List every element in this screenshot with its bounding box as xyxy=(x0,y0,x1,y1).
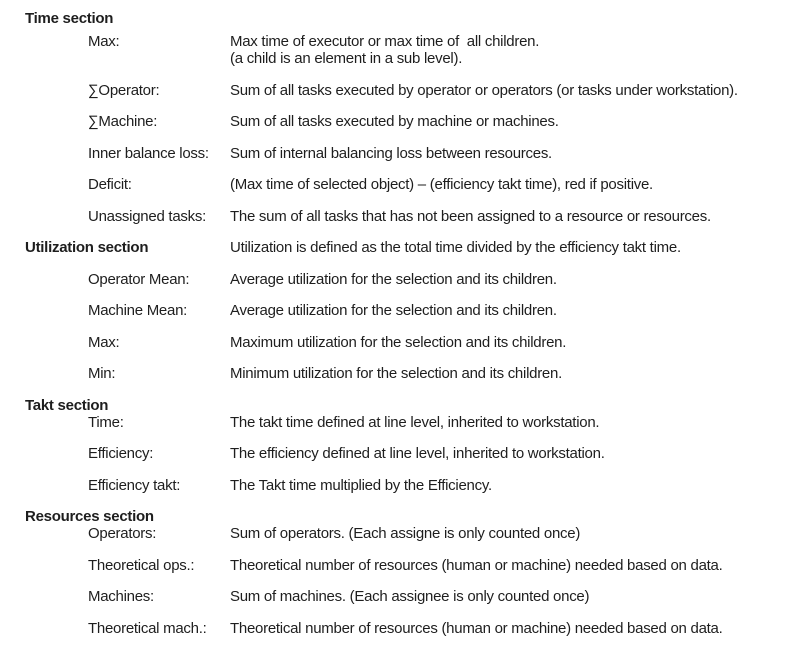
definition-row xyxy=(88,477,790,494)
definition-line: The takt time defined at line level, inherited to workstation. xyxy=(230,413,600,431)
definition-row xyxy=(88,145,790,162)
section xyxy=(25,10,790,225)
definition xyxy=(230,365,790,382)
definition-line: Maximum utilization for the selection and its children. xyxy=(230,333,567,351)
definition xyxy=(230,208,790,225)
definition xyxy=(230,271,790,288)
definition-line: The efficiency defined at line level, inherited to workstation. xyxy=(230,445,605,462)
definition-line: Theoretical number of resources (human or machine) needed based on data. xyxy=(230,619,723,637)
definition-line: (a child is an element in a sub level). xyxy=(230,50,463,67)
term-label: Max: xyxy=(88,33,120,50)
section-title: Resources section xyxy=(25,508,154,525)
definition-row xyxy=(88,334,790,351)
definition xyxy=(230,302,790,319)
section-rows xyxy=(25,414,790,494)
definition xyxy=(230,176,790,193)
term-label: Inner balance loss: xyxy=(88,144,209,162)
definition-row xyxy=(88,271,790,288)
definition-line: Average utilization for the selection and its children. xyxy=(230,302,557,319)
term-label: Operator Mean: xyxy=(88,270,190,288)
definition-row xyxy=(88,365,790,382)
definition-row xyxy=(88,414,790,431)
definition-row xyxy=(88,302,790,319)
term-label: Machines: xyxy=(88,588,154,605)
term-label: Min: xyxy=(88,365,116,382)
definition-row xyxy=(88,557,790,574)
definition xyxy=(230,113,790,130)
definition xyxy=(230,588,790,605)
section xyxy=(25,239,790,382)
definition xyxy=(230,33,790,67)
definition xyxy=(230,477,790,494)
definition-row xyxy=(88,208,790,225)
term-label: ∑Operator: xyxy=(88,81,160,99)
section-rows xyxy=(25,525,790,637)
definition-line: The sum of all tasks that has not been assigned to a resource or resources. xyxy=(230,207,711,225)
definition-row xyxy=(88,445,790,462)
section-rows xyxy=(25,33,790,225)
term-label: Efficiency takt: xyxy=(88,476,181,494)
definition-row xyxy=(88,113,790,130)
definition-line: Sum of operators. (Each assigne is only counted once) xyxy=(230,525,581,542)
section-title: Utilization section xyxy=(25,239,149,256)
definition-list xyxy=(25,10,790,637)
definition-row xyxy=(88,176,790,193)
definition-row xyxy=(88,82,790,99)
term-label: ∑Machine: xyxy=(88,113,158,130)
section-header xyxy=(25,508,790,525)
definition xyxy=(230,557,790,574)
definition-line: Sum of all tasks executed by machine or machines. xyxy=(230,113,559,130)
definition-row xyxy=(88,620,790,637)
definition-line: Minimum utilization for the selection and its children. xyxy=(230,365,562,382)
definition-row xyxy=(88,525,790,542)
definition-line: Sum of machines. (Each assignee is only counted once) xyxy=(230,588,590,605)
definition xyxy=(230,334,790,351)
definition-line: (Max time of selected object) – (efficiency takt time), red if positive. xyxy=(230,176,653,193)
definition-line: Sum of all tasks executed by operator or operators (or tasks under workstation). xyxy=(230,81,738,99)
term-label: Time: xyxy=(88,413,124,431)
section-header xyxy=(25,239,790,256)
definition xyxy=(230,82,790,99)
section-rows xyxy=(25,271,790,383)
definition-line: Sum of internal balancing loss between resources. xyxy=(230,144,552,162)
definition xyxy=(230,525,790,542)
definition-row xyxy=(88,33,790,67)
definition xyxy=(230,620,790,637)
section-header xyxy=(25,10,790,27)
term-label: Operators: xyxy=(88,525,157,542)
section-header xyxy=(25,397,790,414)
definition xyxy=(230,414,790,431)
section xyxy=(25,508,790,637)
term-label: Efficiency: xyxy=(88,445,154,462)
definition-line: Max time of executor or max time of all children. xyxy=(230,33,540,50)
definition-line: The Takt time multiplied by the Efficiency. xyxy=(230,476,492,494)
definition-line: Theoretical number of resources (human or machine) needed based on data. xyxy=(230,556,723,574)
term-label: Theoretical mach.: xyxy=(88,619,207,637)
section-title: Takt section xyxy=(25,396,109,414)
section xyxy=(25,397,790,494)
definition xyxy=(230,445,790,462)
definition-row xyxy=(88,588,790,605)
term-label: Max: xyxy=(88,333,120,351)
section-title: Time section xyxy=(25,10,114,27)
definition-line: Average utilization for the selection and its children. xyxy=(230,270,557,288)
term-label: Deficit: xyxy=(88,176,132,193)
term-label: Machine Mean: xyxy=(88,302,188,319)
section-inline-description: Utilization is defined as the total time divided by the efficiency takt time. xyxy=(230,239,681,256)
definition xyxy=(230,145,790,162)
term-label: Unassigned tasks: xyxy=(88,207,206,225)
term-label: Theoretical ops.: xyxy=(88,556,195,574)
